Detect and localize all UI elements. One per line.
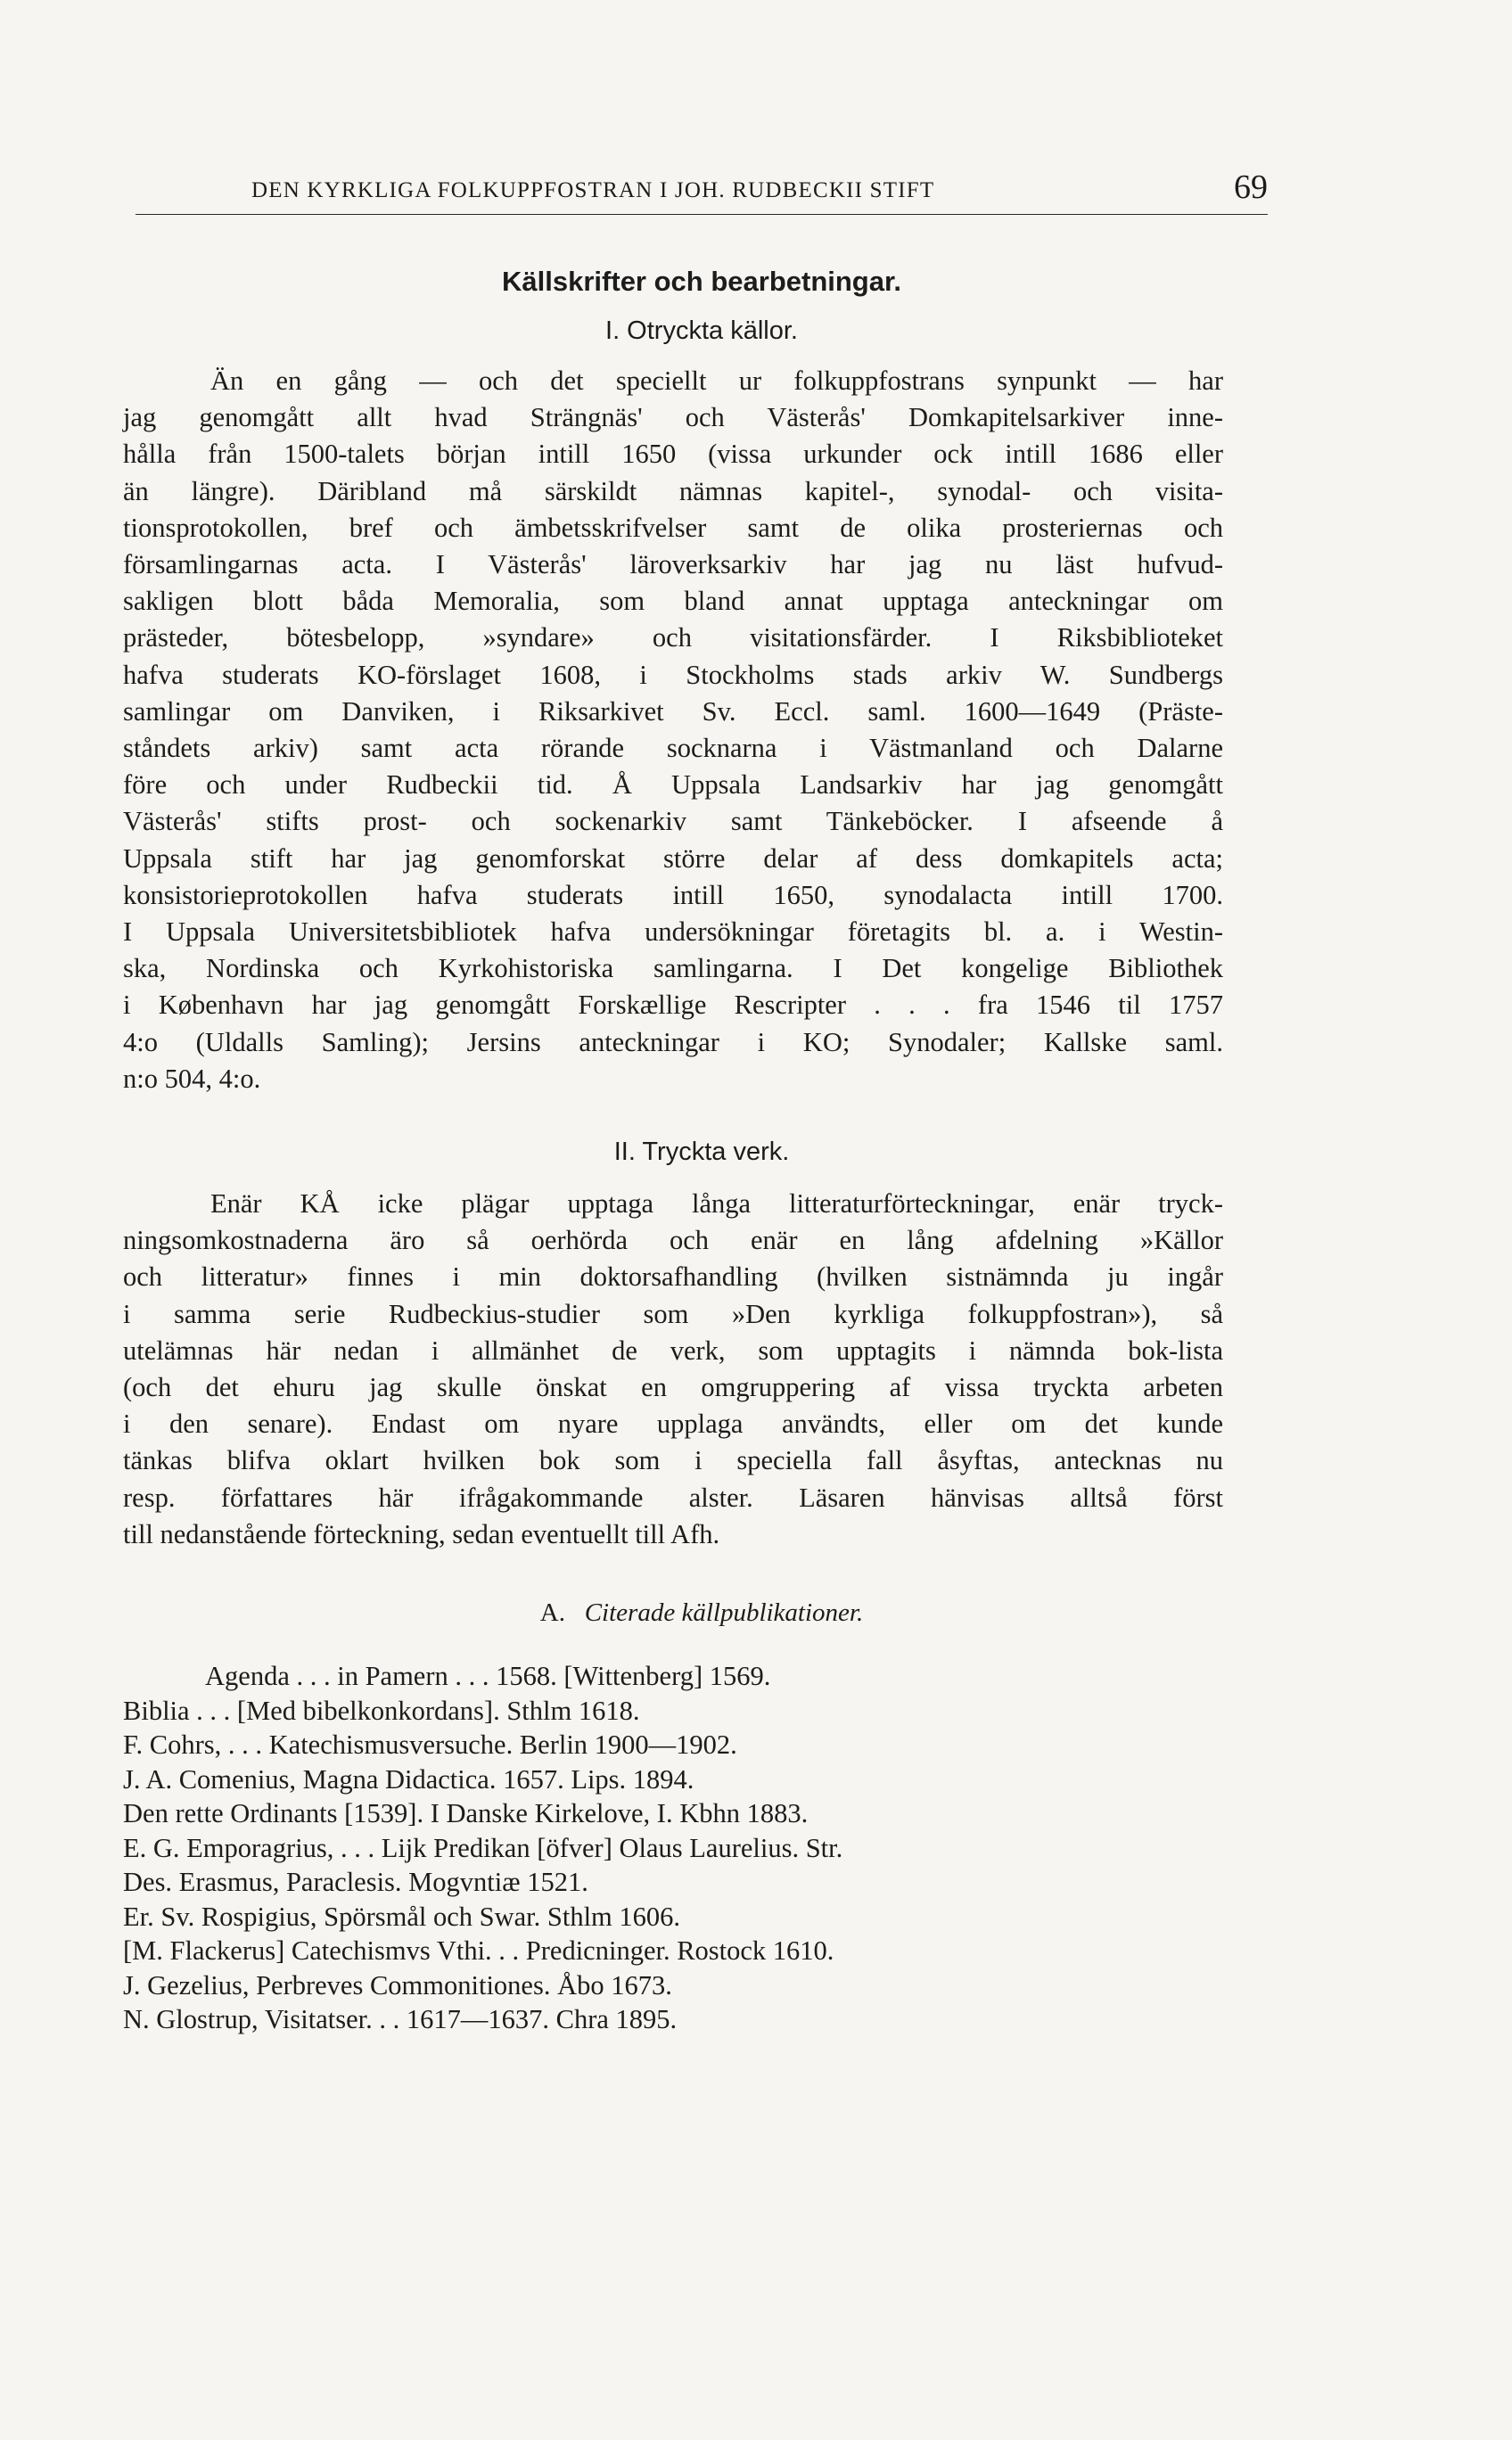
text-line: Uppsala stift har jag genomforskat större delar af dess domkapitels acta; [123,842,1223,874]
bibliography-entry: Den rette Ordinants [1539]. I Danske Kirkelove, I. Kbhn 1883. [123,1798,809,1828]
text-line: jag genomgått allt hvad Strängnäs' och Västerås' Domkapitelsarkiver inne- [123,402,1223,433]
bibliography-entry: [M. Flackerus] Catechismvs Vthi. . . Prediсninger. Rostock 1610. [123,1935,834,1966]
bibliography-entry: J. A. Comenius, Magna Didactica. 1657. Lips. 1894. [123,1763,694,1795]
text-line: före och under Rudbeckii tid. Å Uppsala Landsarkiv har jag genomgått [123,769,1223,801]
text-line: församlingarnas acta. I Västerås' läroverksarkiv har jag nu läst hufvud- [123,549,1223,580]
text-line: prästeder, bötesbelopp, »syndare» och visitationsfärder. I Riksbiblioteket [123,622,1223,653]
part2-text [123,1186,1223,1553]
subsection-a-heading [136,1598,1268,1628]
section-title: Källskrifter och bearbetningar. [502,266,901,297]
bibliography-entry: Agenda . . . in Pamern . . . 1568. [Wittenberg] 1569. [205,1661,771,1691]
text-line: i den senare). Endast om nyare upplaga användts, eller om det kunde [123,1409,1223,1440]
text-line: Enär KÅ icke plägar upptaga långa litteraturförteckningar, enär tryck- [210,1188,1223,1219]
text-line: (och det ehuru jag skulle önskat en omgruppering af vissa tryckta arbeten [123,1372,1223,1403]
part2-heading: II. Tryckta verk. [613,1138,790,1166]
text-line: tionsprotokollen, bref och ämbetsskrifvelser samt de olika prosteriernas och [123,512,1223,543]
text-line: resp. författares här ifrågakommande alster. Läsaren hänvisas alltså först [123,1482,1223,1513]
text-line: I Uppsala Universitetsbibliotek hafva undersökningar företagits bl. a. i Westin- [123,916,1223,948]
text-line: Västerås' stifts prost- och sockenarkiv samt Tänkeböcker. I afseende å [123,806,1223,837]
bibliography-entry: N. Glostrup, Visitatser. . . 1617—1637. Chra 1895. [123,2004,678,2034]
subsection-letter: A. [539,1598,565,1627]
text-line: i samma serie Rudbeckius-studier som »Den kyrkliga folkuppfostran»), så [123,1298,1223,1329]
text-line: än längre). Däribland må särskildt nämnas kapitel-, synodal- och visita- [123,475,1223,506]
text-line: till nedanstående förteckning, sedan eventuellt till Afh. [123,1518,720,1549]
bibliography-entry: J. Gezelius, Perbreves Commonitiones. Åbo 1673. [123,1969,672,2000]
text-line: 4:o (Uldalls Samling); Jersins anteckningar i KO; Synodaler; Kallske saml. [123,1026,1223,1057]
text-line: i København har jag genomgått Forskællige Rescripter . . . fra 1546 til 1757 [123,990,1223,1021]
text-line: ningsomkostnaderna äro så oerhörda och enär en lång afdelning »Källor [123,1225,1223,1256]
text-line: n:o 504, 4:o. [123,1063,261,1094]
text-line: samlingar om Danviken, i Riksarkivet Sv. Eccl. saml. 1600—1649 (Präste- [123,695,1223,727]
text-line: tänkas blifva oklart hvilken bok som i speciella fall åsyftas, antecknas nu [123,1445,1223,1476]
text-line: Än en gång — och det speciellt ur folkuppfostrans synpunkt — har [210,366,1223,396]
running-title: DEN KYRKLIGA FOLKUPPFOSTRAN I JOH. RUDBECKII STIFT [251,178,935,202]
text-line: konsistorieprotokollen hafva studerats intill 1650, synodalacta intill 1700. [123,879,1223,910]
bibliography-list [123,1659,1223,2037]
part1-heading: I. Otryckta källor. [605,316,798,345]
text-line: utelämnas här nedan i allmänhet de verk, som upptagits i nämnda bok-lista [123,1335,1223,1366]
bibliography-entry: E. G. Emporagrius, . . . Lijk Predikan [öfver] Olaus Laurelius. Str. [123,1832,843,1863]
bibliography-entry: Biblia . . . [Med bibelkonkordans]. Sthlm 1618. [123,1695,640,1726]
part1-text [123,363,1223,1097]
bibliography-entry: Des. Erasmus, Paraclesis. Mogvntiæ 1521. [123,1867,588,1897]
bibliography-entry: Er. Sv. Rospigius, Spörsmål och Swar. Sthlm 1606. [123,1901,681,1932]
text-line: hålla från 1500-talets början intill 1650 (vissa urkunder ock intill 1686 eller [123,439,1223,470]
subsection-title: Citerade källpublikationer. [584,1598,864,1627]
text-line: sakligen blott båda Memoralia, som bland annat upptaga anteckningar om [123,586,1223,617]
text-line: ska, Nordinska och Kyrkohistoriska samlingarna. I Det kongelige Bibliothek [123,953,1223,984]
text-line: ståndets arkiv) samt acta rörande socknarna i Västmanland och Dalarne [123,733,1223,764]
page-number: 69 [1234,168,1268,206]
text-line: och litteratur» finnes i min doktorsafhandling (hvilken sistnämnda ju ingår [123,1261,1223,1293]
running-header [136,168,1268,215]
bibliography-entry: F. Cohrs, . . . Katechismusversuche. Berlin 1900—1902. [123,1729,737,1760]
text-line: hafva studerats KO-förslaget 1608, i Stockholms stads arkiv W. Sundbergs [123,659,1223,690]
